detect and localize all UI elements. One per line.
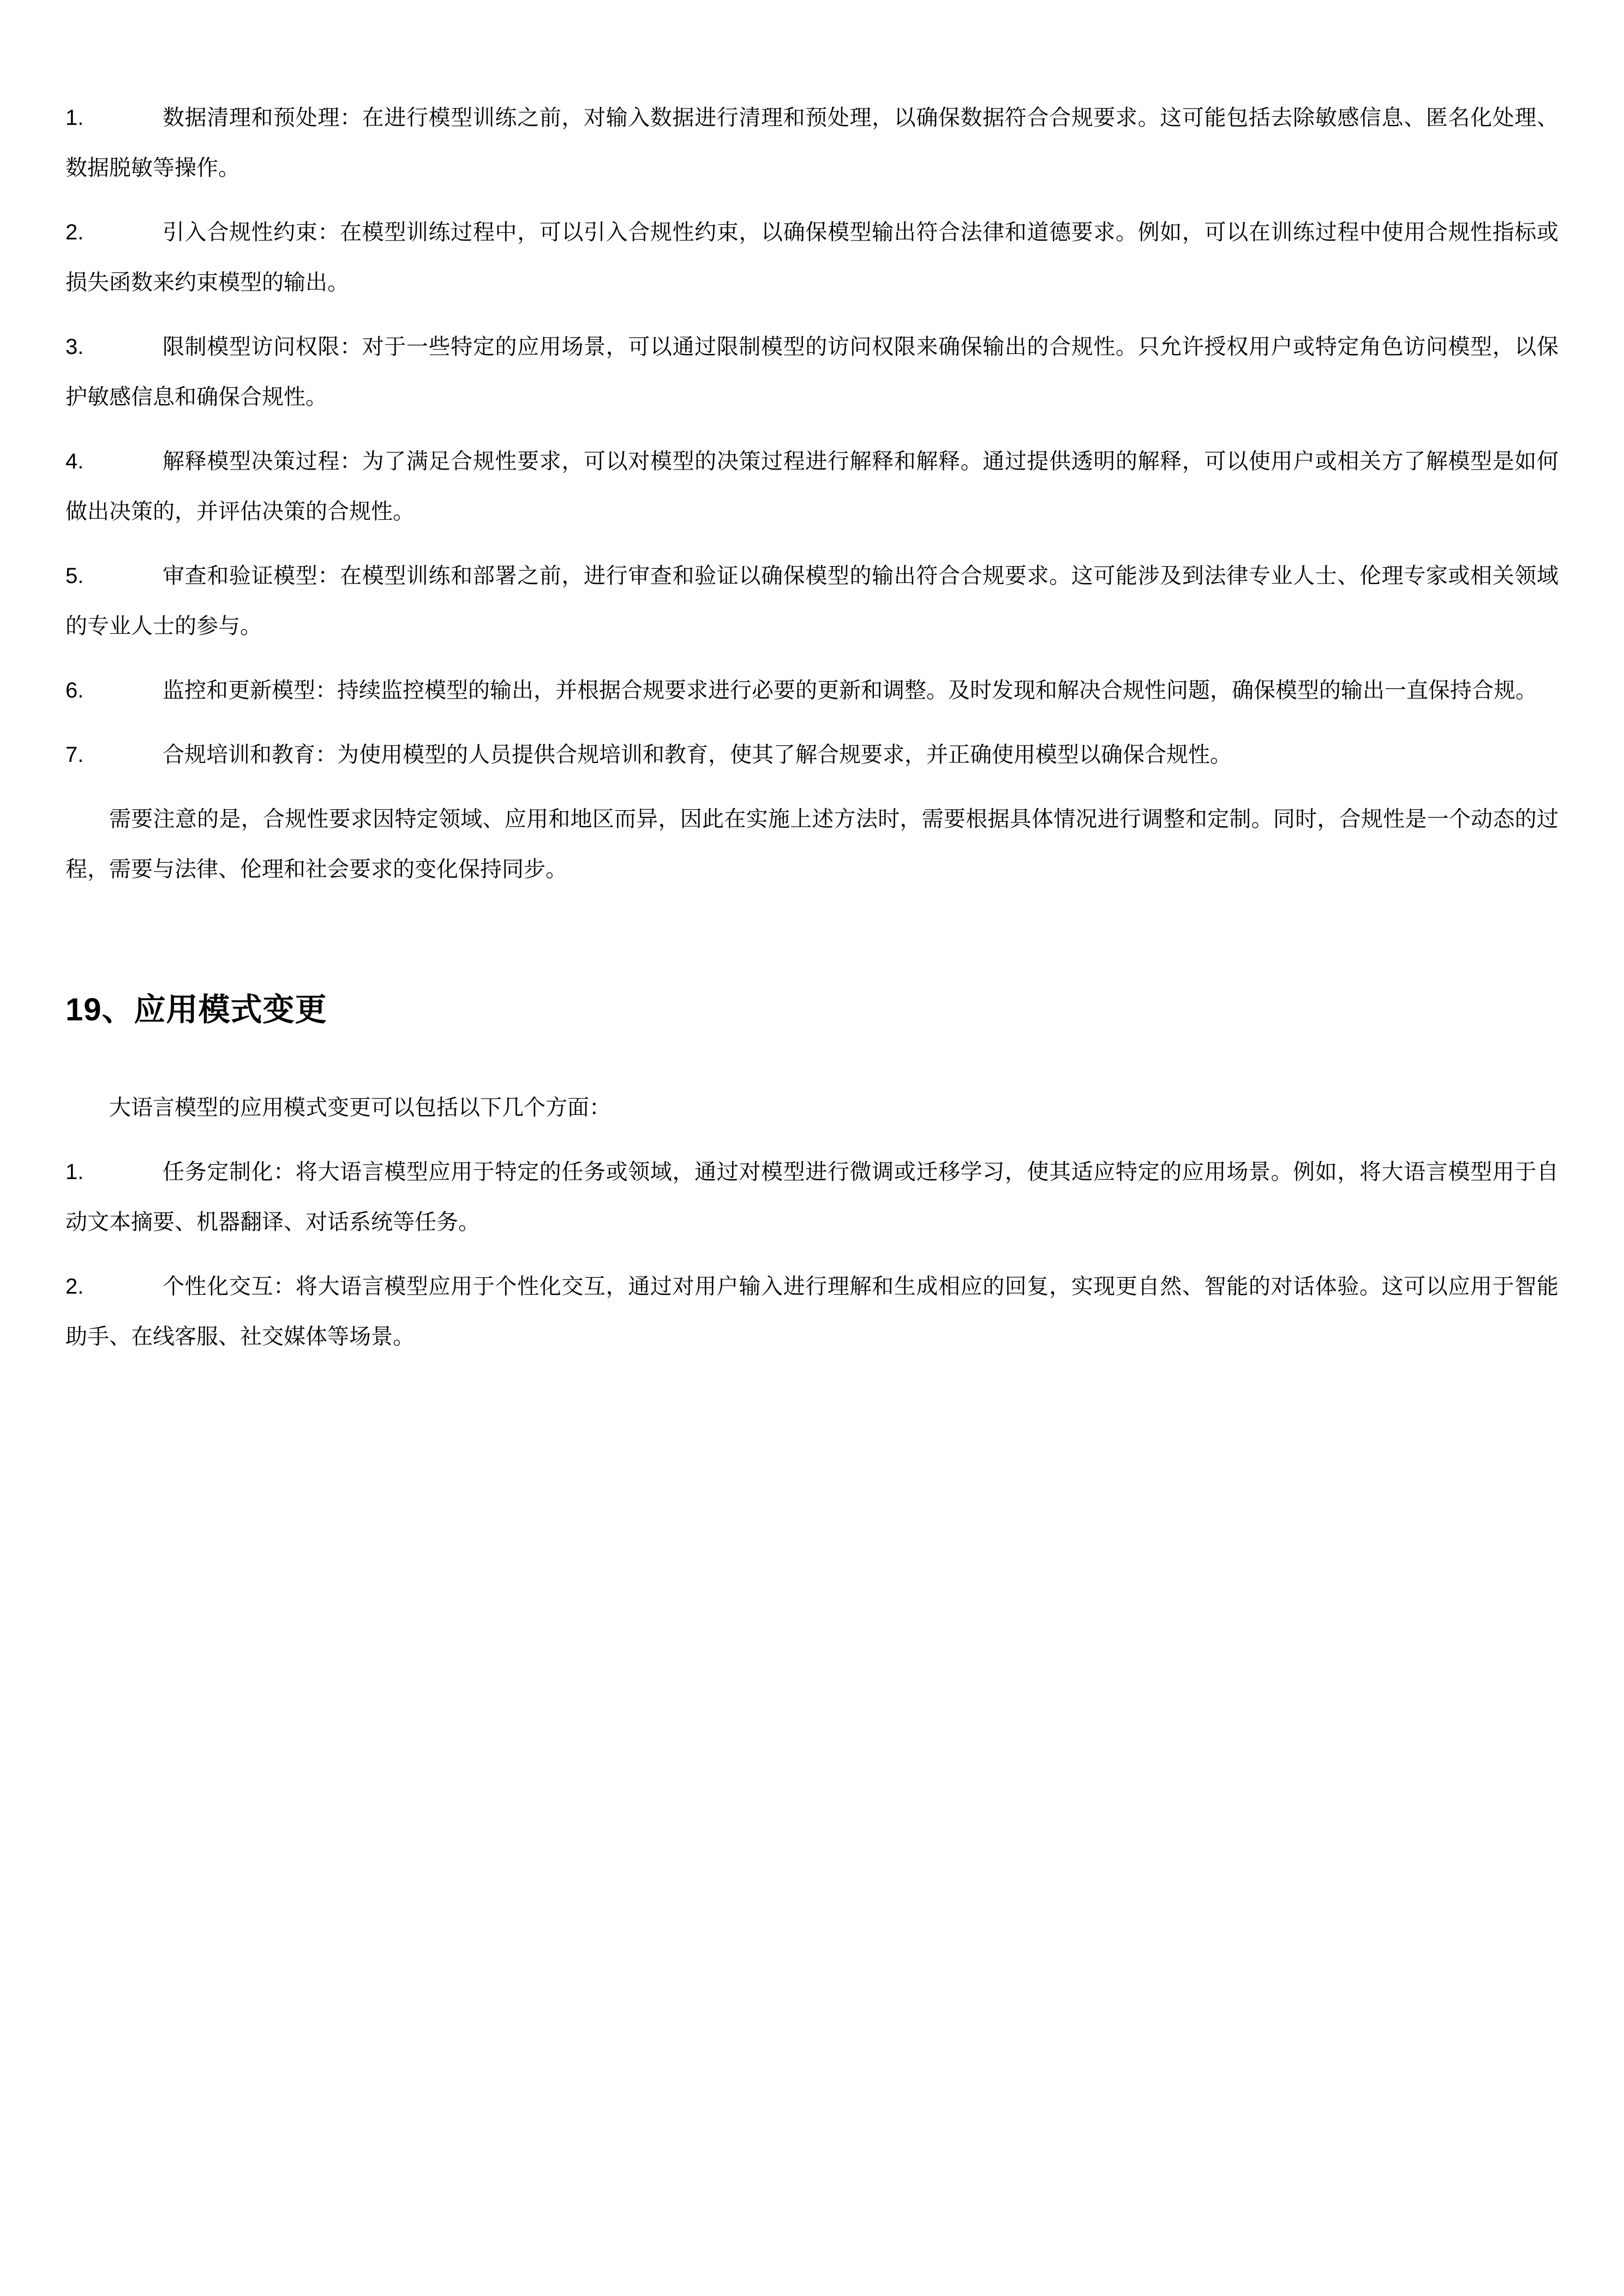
list-item-number: 1. — [65, 1159, 84, 1184]
list-item-number: 5. — [65, 564, 84, 588]
list-item — [65, 436, 1559, 537]
section-19-heading: 19、应用模式变更 — [65, 992, 327, 1027]
list-item-text: 合规培训和教育：为使用模型的人员提供合规培训和教育，使其了解合规要求，并正确使用模型以确保合规性。 — [163, 743, 1232, 767]
compliance-closing-paragraph: 需要注意的是，合规性要求因特定领域、应用和地区而异，因此在实施上述方法时，需要根据具体情况进行调整和定制。同时，合规性是一个动态的过程，需要与法律、伦理和社会要求的变化保持同步。 — [65, 807, 1559, 881]
list-item-number: 7. — [65, 743, 84, 767]
list-item-number: 4. — [65, 449, 84, 473]
compliance-methods-list — [65, 93, 1559, 780]
list-item-number: 3. — [65, 335, 84, 359]
list-item — [65, 322, 1559, 422]
list-item — [65, 730, 1559, 780]
list-item-number: 6. — [65, 678, 84, 702]
list-item — [65, 207, 1559, 308]
list-item-number: 2. — [65, 220, 84, 244]
list-item-text: 解释模型决策过程：为了满足合规性要求，可以对模型的决策过程进行解释和解释。通过提供透明的解释，可以使用户或相关方了解模型是如何做出决策的，并评估决策的合规性。 — [65, 449, 1559, 524]
list-item-text: 引入合规性约束：在模型训练过程中，可以引入合规性约束，以确保模型输出符合法律和道德要求。例如，可以在训练过程中使用合规性指标或损失函数来约束模型的输出。 — [65, 220, 1559, 294]
list-item-number: 2. — [65, 1274, 84, 1299]
list-item — [65, 665, 1559, 716]
list-item — [65, 1147, 1559, 1247]
list-item-text: 限制模型访问权限：对于一些特定的应用场景，可以通过限制模型的访问权限来确保输出的合规性。只允许授权用户或特定角色访问模型，以保护敏感信息和确保合规性。 — [65, 335, 1559, 409]
document-body — [65, 93, 1559, 1362]
list-item-text: 审查和验证模型：在模型训练和部署之前，进行审查和验证以确保模型的输出符合合规要求。这可能涉及到法律专业人士、伦理专家或相关领域的专业人士的参与。 — [65, 564, 1559, 638]
section-gap — [65, 909, 1559, 990]
application-mode-list — [65, 1147, 1559, 1362]
list-item-text: 任务定制化：将大语言模型应用于特定的任务或领域，通过对模型进行微调或迁移学习，使其适应特定的应用场景。例如，将大语言模型用于自动文本摘要、机器翻译、对话系统等任务。 — [65, 1159, 1559, 1234]
list-item — [65, 93, 1559, 193]
section-19-intro: 大语言模型的应用模式变更可以包括以下几个方面： — [109, 1095, 611, 1120]
list-item — [65, 1261, 1559, 1362]
list-item — [65, 551, 1559, 651]
list-item-number: 1. — [65, 106, 84, 130]
list-item-text: 个性化交互：将大语言模型应用于个性化交互，通过对用户输入进行理解和生成相应的回复，实现更自然、智能的对话体验。这可以应用于智能助手、在线客服、社交媒体等场景。 — [65, 1274, 1559, 1349]
list-item-text: 数据清理和预处理：在进行模型训练之前，对输入数据进行清理和预处理，以确保数据符合合规要求。这可能包括去除敏感信息、匿名化处理、数据脱敏等操作。 — [65, 106, 1559, 180]
heading-gap — [65, 1030, 1559, 1083]
list-item-text: 监控和更新模型：持续监控模型的输出，并根据合规要求进行必要的更新和调整。及时发现和解决合规性问题，确保模型的输出一直保持合规。 — [163, 678, 1537, 702]
